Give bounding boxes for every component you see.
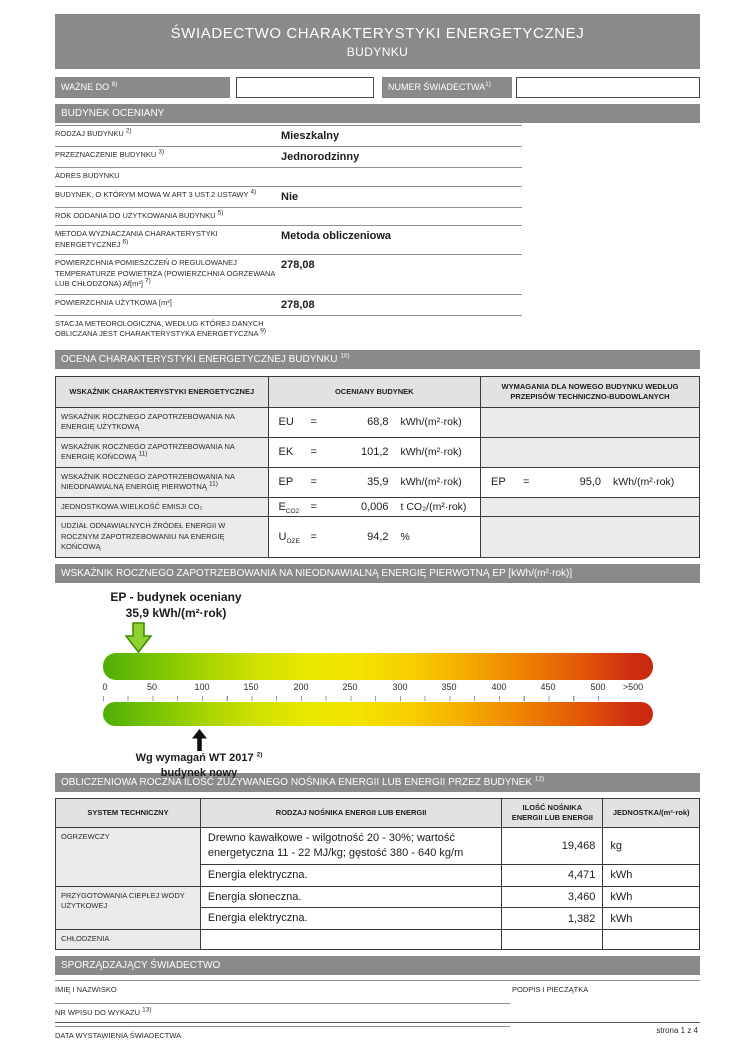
symbol: $U_{OZE}$	[278, 531, 300, 546]
indicator-label	[56, 517, 269, 558]
ep-building-caption	[70, 589, 282, 621]
indicator-value-cell	[268, 437, 481, 467]
unit-value: kg	[603, 828, 700, 865]
valid-until-text: WAŻNE DO	[61, 82, 112, 92]
indicator-value-cell	[268, 517, 481, 558]
building-row-type	[55, 125, 522, 146]
wt-caption	[93, 751, 305, 781]
indicator-value-cell	[268, 497, 481, 517]
unit: kWh/(m²·rok)	[400, 446, 462, 459]
row-value: Metoda obliczeniowa	[281, 230, 392, 242]
tick-label: 100	[194, 681, 210, 692]
table-row-eco2	[56, 497, 700, 517]
row-label-sup: 7)	[145, 277, 151, 285]
top-fields	[55, 77, 700, 98]
value: 35,9	[367, 476, 389, 489]
unit: %	[400, 531, 410, 543]
tick-label: >500	[622, 681, 644, 692]
carrier-label	[200, 930, 501, 950]
carrier-label: Energia słoneczna.	[200, 886, 501, 908]
indicator-value-cell	[268, 407, 481, 437]
requirement-value-cell	[481, 467, 700, 497]
ep-scale-tick-labels	[55, 682, 700, 695]
table-row-dhw-solar	[56, 886, 700, 908]
indicator-label-text: WSKAŹNIK ROCZNEGO ZAPOTRZEBOWANIA NA ENERGIĘ UŻYTKOWĄ	[61, 411, 235, 432]
tick-label: 0	[102, 681, 108, 692]
equals: =	[310, 416, 317, 429]
building-row-address	[55, 167, 522, 186]
equals: =	[310, 446, 317, 459]
certificate-number-input[interactable]	[516, 77, 700, 98]
issuer-left-column	[55, 980, 510, 1049]
page-number: strona 1 z 4	[656, 1026, 698, 1035]
row-label-text: POWIERZCHNIA POMIESZCZEŃ O REGULOWANEJ TEMPERATURZE POWIETRZA (POWIERZCHNIA OGRZEWANA LUB CHŁODZONA) Af[m²]	[55, 258, 276, 288]
unit: kWh/(m²·rok)	[400, 416, 462, 429]
unit: kWh/(m²·rok)	[613, 476, 675, 489]
building-row-year	[55, 207, 522, 226]
col-carrier: RODZAJ NOŚNIKA ENERGII LUB ENERGII	[200, 798, 501, 827]
ep-building-caption-line2: 35,9 kWh/(m²·rok)	[125, 605, 227, 620]
section-ep-scale-header: WSKAŹNIK ROCZNEGO ZAPOTRZEBOWANIA NA NIEODNAWIALNĄ ENERGIĘ PIERWOTNĄ EP [kWh/(m²·rok)]	[55, 564, 700, 583]
tick-label: 200	[293, 681, 309, 692]
indicator-label-sup: 11)	[208, 480, 218, 488]
table-row-ep	[56, 467, 700, 497]
row-label-sup: 2)	[125, 127, 132, 135]
row-value: 278,08	[281, 298, 315, 311]
col-system: SYSTEM TECHNICZNY	[56, 798, 201, 827]
certificate-number-sup: 1)	[485, 81, 491, 88]
row-value: 278,08	[281, 259, 315, 271]
col-requirements: WYMAGANIA DLA NOWEGO BUDYNKU WEDŁUG PRZEPISÓW TECHNICZNO-BUDOWLANYCH	[481, 376, 700, 407]
tick-label: 50	[146, 681, 158, 692]
indicator-label-text: WSKAŹNIK ROCZNEGO ZAPOTRZEBOWANIA NA NIEODNAWIALNĄ ENERGIĘ PIERWOTNĄ	[61, 471, 235, 492]
section-assessment-sup: 10)	[340, 352, 350, 360]
tick-label: 300	[392, 681, 408, 692]
symbol: EP	[278, 476, 294, 489]
col-amount: ILOŚĆ NOŚNIKA ENERGII LUB ENERGII	[502, 798, 603, 827]
section-building-header: BUDYNEK OCENIANY	[55, 104, 700, 123]
ep-scale-bar-bottom	[103, 702, 653, 726]
requirement-empty-cell	[481, 497, 700, 517]
row-label-text: ROK ODDANIA DO UŻYTKOWANIA BUDYNKU	[55, 210, 218, 220]
tick-label: 450	[540, 681, 556, 692]
requirement-empty-cell	[481, 517, 700, 558]
col-unit: JEDNOSTKA/(m²·rok)	[603, 798, 700, 827]
unit-value	[603, 930, 700, 950]
title-line1: ŚWIADECTWO CHARAKTERYSTYKI ENERGETYCZNEJ	[170, 25, 585, 42]
indicator-value-cell	[268, 467, 481, 497]
tick-label: 150	[243, 681, 259, 692]
tick-label: 400	[491, 681, 507, 692]
system-label: PRZYGOTOWANIA CIEPŁEJ WODY UŻYTKOWEJ	[56, 886, 201, 930]
value: 68,8	[367, 416, 389, 429]
symbol: EU	[278, 416, 294, 429]
section-assessment-header	[55, 350, 700, 369]
value: 0,006	[360, 501, 389, 513]
symbol: $E_{CO2}$	[278, 501, 300, 516]
amount-value: 4,471	[502, 864, 603, 886]
row-value: Jednorodzinny	[281, 151, 360, 163]
valid-until-label	[55, 77, 230, 98]
issuer-signature-area: PODPIS I PIECZĄTKA	[510, 980, 700, 1049]
row-label	[55, 229, 277, 250]
carrier-label: Drewno kawałkowe - wilgotność 20 - 30%; wartość energetyczna 11 - 22 MJ/kg; gęstość 380 - 640 kg/m	[200, 828, 501, 865]
amount-value: 3,460	[502, 886, 603, 908]
row-label-text: PRZEZNACZENIE BUDYNKU	[55, 150, 159, 159]
requirement-empty-cell	[481, 407, 700, 437]
section-consumption-text: OBLICZENIOWA ROCZNA ILOŚĆ ZUŻYWANEGO NOŚNIKA ENERGII LUB ENERGII PRZEZ BUDYNEK	[61, 776, 535, 788]
row-label-text: METODA WYZNACZANIA CHARAKTERYSTYKI ENERGETYCZNEJ	[55, 229, 218, 249]
carrier-label: Energia elektryczna.	[200, 908, 501, 930]
value: 95,0	[579, 476, 602, 489]
value: 94,2	[367, 531, 389, 543]
building-row-method	[55, 225, 522, 254]
row-label-text: POWIERZCHNIA UŻYTKOWA [m²]	[55, 297, 172, 307]
row-label-text: STACJA METEOROLOGICZNA, WEDŁUG KTÓREJ DANYCH OBLICZANA JEST CHARAKTERYSTYKA ENERGETYCZNA	[55, 318, 264, 338]
indicator-label	[56, 407, 269, 437]
title-line2: BUDYNKU	[346, 45, 409, 59]
row-label	[55, 319, 277, 340]
wt-caption-line2: budynek nowy	[160, 766, 238, 779]
equals: =	[310, 476, 317, 489]
building-row-purpose	[55, 146, 522, 167]
row-label-text: ADRES BUDYNKU	[55, 171, 120, 180]
row-label	[55, 129, 277, 140]
row-label-text: BUDYNEK, O KTÓRYM MOWA W ART 3 UST.2 USTAWY	[55, 189, 251, 199]
equals: =	[310, 531, 317, 543]
document-title	[55, 14, 700, 69]
row-label	[55, 171, 277, 182]
unit-value: kWh	[603, 864, 700, 886]
indicator-label-text: UDZIAŁ ODNAWIALNYCH ŹRÓDEŁ ENERGII W ROCZNYM ZAPOTRZEBOWANIU NA ENERGIĘ KOŃCOWĄ	[61, 521, 226, 552]
amount-value: 1,382	[502, 908, 603, 930]
system-label: OGRZEWCZY	[56, 828, 201, 887]
section-consumption-sup: 12)	[534, 775, 545, 783]
symbol: EP	[491, 476, 506, 489]
row-label-sup: 9)	[260, 327, 266, 335]
symbol: EK	[278, 446, 294, 459]
equals: =	[310, 501, 317, 513]
indicator-label-text: JEDNOSTKOWA WIELKOŚĆ EMISJI CO₂	[61, 501, 203, 511]
indicator-label	[56, 467, 269, 497]
row-label-sup: 6)	[122, 238, 129, 245]
issuer-date-row: DATA WYSTAWIENIA ŚWIADECTWA	[55, 1026, 510, 1049]
row-label	[55, 150, 277, 161]
table-row-eu	[56, 407, 700, 437]
amount-value: 19,468	[502, 828, 603, 865]
assessment-table	[55, 376, 700, 558]
table-row-ek	[56, 437, 700, 467]
row-label-text: RODZAJ BUDYNKU	[55, 129, 126, 138]
row-value: Mieszkalny	[281, 130, 340, 142]
unit-value: kWh	[603, 908, 700, 930]
row-label	[55, 211, 277, 222]
equals: =	[523, 476, 530, 489]
issuer-block	[55, 980, 700, 1049]
table-header-row	[56, 376, 700, 407]
valid-until-input[interactable]	[236, 77, 374, 98]
table-row-heating-wood	[56, 828, 700, 865]
row-label-sup: 5)	[217, 209, 224, 216]
requirement-empty-cell	[481, 437, 700, 467]
row-label	[55, 190, 277, 201]
certificate-number-label	[382, 77, 512, 98]
tick-label: 250	[342, 681, 358, 692]
row-label-sup: 4)	[250, 188, 257, 195]
value: 101,2	[360, 446, 389, 459]
indicator-label-text: WSKAŹNIK ROCZNEGO ZAPOTRZEBOWANIA NA ENERGIĘ KOŃCOWĄ	[61, 441, 235, 462]
unit: kWh/(m²·rok)	[400, 476, 462, 489]
row-label-sup: 3)	[158, 148, 165, 156]
certificate-number-text: NUMER ŚWIADECTWA	[388, 82, 486, 92]
building-row-usable-area	[55, 294, 522, 315]
issuer-register-row: NR WPISU DO WYKAZU $^{13)}$	[55, 1003, 510, 1026]
wt-caption-line1: Wg wymagań WT 2017 $^{2)}$	[135, 751, 263, 764]
ep-building-arrow-icon	[125, 622, 152, 653]
building-row-weather-station	[55, 315, 522, 344]
indicator-label-sup: 11)	[138, 450, 148, 458]
system-label: CHŁODZENIA	[56, 930, 201, 950]
indicator-label	[56, 437, 269, 467]
col-assessed-building: OCENIANY BUDYNEK	[268, 376, 481, 407]
ep-scale-bar-top	[103, 653, 653, 680]
building-row-art3	[55, 186, 522, 207]
building-rows	[55, 125, 522, 344]
ep-scale-tick-marks	[103, 696, 599, 701]
valid-until-sup: 8)	[111, 81, 118, 88]
wt-requirement-arrow-icon	[192, 729, 207, 751]
unit-value: kWh	[603, 886, 700, 908]
table-row-cooling	[56, 930, 700, 950]
table-header-row	[56, 798, 700, 827]
building-row-heated-area	[55, 254, 522, 294]
carrier-label: Energia elektryczna.	[200, 864, 501, 886]
row-value: Nie	[281, 190, 299, 203]
row-label	[55, 298, 277, 309]
tick-label: 500	[590, 681, 606, 692]
section-assessment-text: OCENA CHARAKTERYSTYKI ENERGETYCZNEJ BUDYNKU	[61, 353, 341, 365]
page-footer	[55, 1022, 700, 1035]
indicator-label	[56, 497, 269, 517]
section-issuer-header: SPORZĄDZAJĄCY ŚWIADECTWO	[55, 956, 700, 975]
col-indicator: WSKAŹNIK CHARAKTERYSTYKI ENERGETYCZNEJ	[56, 376, 269, 407]
consumption-table	[55, 798, 700, 950]
issuer-name-row: IMIĘ I NAZWISKO	[55, 980, 510, 1003]
amount-value	[502, 930, 603, 950]
ep-building-caption-line1: EP - budynek oceniany	[110, 589, 242, 604]
unit: t CO₂/(m²·rok)	[400, 501, 467, 513]
row-label	[55, 258, 277, 290]
table-row-uoze	[56, 517, 700, 558]
tick-label: 350	[441, 681, 457, 692]
